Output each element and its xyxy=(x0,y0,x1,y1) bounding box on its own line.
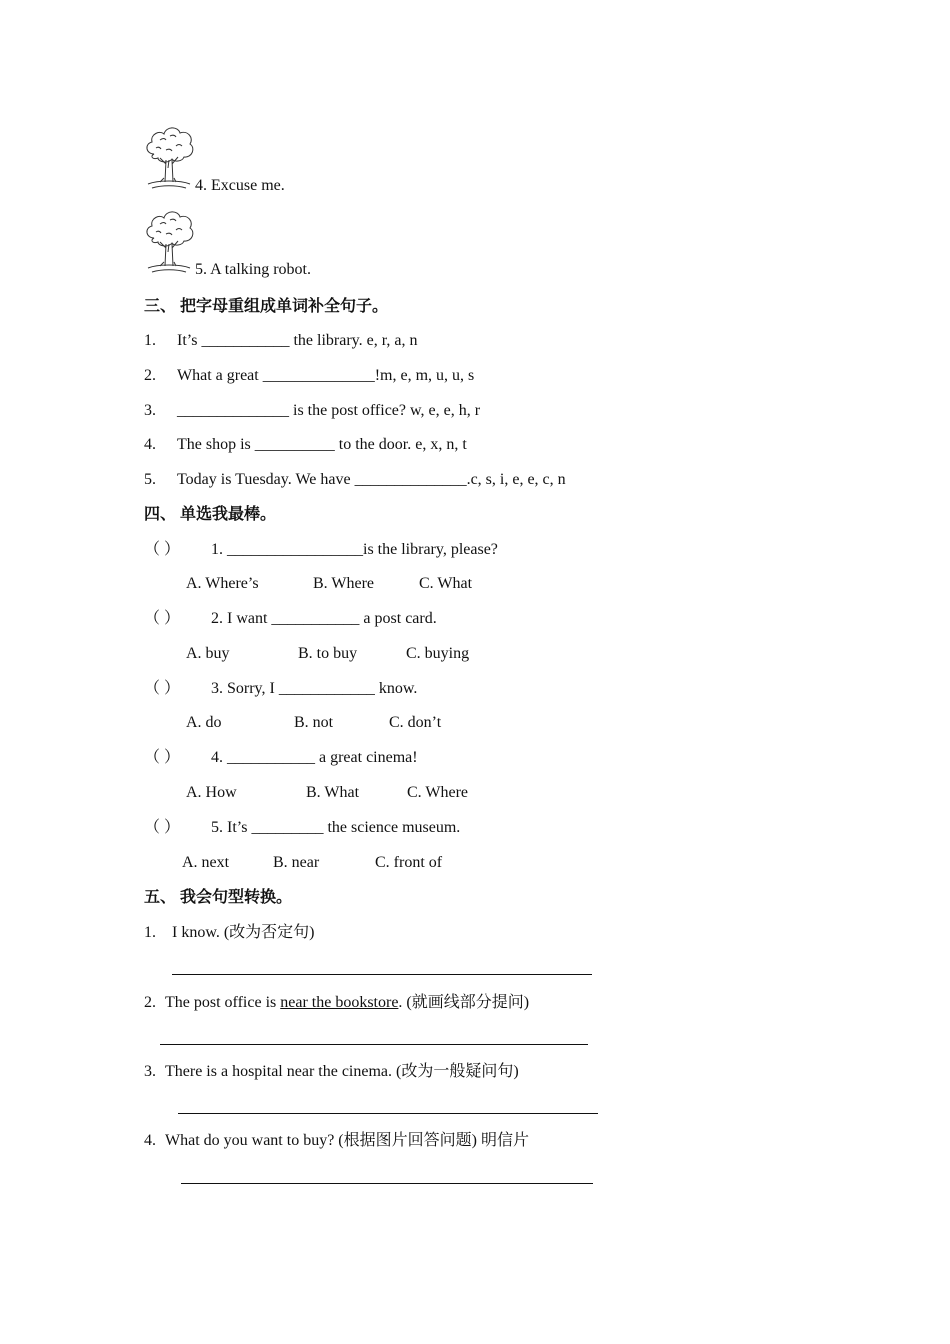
s4-question-1: 1. _________________is the library, please? xyxy=(211,541,498,558)
underlined-phrase: near the bookstore xyxy=(280,994,399,1011)
s3-num-3: 3. xyxy=(144,402,156,419)
s5-text-1: I know. (改为否定句) xyxy=(172,924,315,941)
answer-paren: （ ） xyxy=(144,819,181,836)
s4-question-5: 5. It’s _________ the science museum. xyxy=(211,819,461,836)
s3-num-5: 5. xyxy=(144,471,156,488)
s4-q1-option-b: B. Where xyxy=(313,575,375,592)
s4-q3-option-b: B. not xyxy=(294,714,334,731)
s4-q2-option-a: A. buy xyxy=(186,645,230,662)
s3-text-3: ______________ is the post office? w, e, e, h, r xyxy=(177,402,481,419)
s4-q5-option-c: C. front of xyxy=(375,854,443,871)
tree-icon xyxy=(140,208,198,278)
s4-question-3: 3. Sorry, I ____________ know. xyxy=(211,680,418,697)
s4-q5-option-a: A. next xyxy=(182,854,230,871)
s3-text-2: What a great ______________!m, e, m, u, u, s xyxy=(177,367,475,384)
answer-paren: （ ） xyxy=(144,541,181,558)
s4-question-2: 2. I want ___________ a post card. xyxy=(211,610,437,627)
s5-num-2: 2. xyxy=(144,994,156,1011)
s4-q3-option-a: A. do xyxy=(186,714,222,731)
s5-num-3: 3. xyxy=(144,1063,156,1080)
s5-num-1: 1. xyxy=(144,924,156,941)
s4-q4-option-a: A. How xyxy=(186,784,237,801)
s3-num-2: 2. xyxy=(144,367,156,384)
tree-icon xyxy=(140,124,198,194)
section-heading-3: 三、 把字母重组成单词补全句子。 xyxy=(144,298,389,315)
top-item-5: 5. A talking robot. xyxy=(195,261,311,278)
s4-q1-option-c: C. What xyxy=(419,575,473,592)
answer-line xyxy=(160,1044,588,1045)
answer-line xyxy=(172,974,592,975)
answer-line xyxy=(181,1183,593,1184)
s3-text-5: Today is Tuesday. We have ______________.c, s, i, e, e, c, n xyxy=(177,471,566,488)
answer-line xyxy=(178,1113,598,1114)
answer-paren: （ ） xyxy=(144,749,181,766)
s4-q2-option-c: C. buying xyxy=(406,645,470,662)
s4-question-4: 4. ___________ a great cinema! xyxy=(211,749,418,766)
s3-num-1: 1. xyxy=(144,332,156,349)
section-heading-5: 五、 我会句型转换。 xyxy=(144,889,293,906)
answer-paren: （ ） xyxy=(144,680,181,697)
s4-q4-option-c: C. Where xyxy=(407,784,469,801)
s4-q3-option-c: C. don’t xyxy=(389,714,442,731)
s3-num-4: 4. xyxy=(144,436,156,453)
s4-q5-option-b: B. near xyxy=(273,854,320,871)
s4-q1-option-a: A. Where’s xyxy=(186,575,259,592)
s5-num-4: 4. xyxy=(144,1132,156,1149)
s3-text-1: It’s ___________ the library. e, r, a, n xyxy=(177,332,418,349)
s4-q2-option-b: B. to buy xyxy=(298,645,358,662)
s3-text-4: The shop is __________ to the door. e, x, n, t xyxy=(177,436,467,453)
section-heading-4: 四、 单选我最棒。 xyxy=(144,506,277,523)
s4-q4-option-b: B. What xyxy=(306,784,360,801)
top-item-4: 4. Excuse me. xyxy=(195,177,285,194)
answer-paren: （ ） xyxy=(144,610,181,627)
s5-text-3: There is a hospital near the cinema. (改为一般疑问句) xyxy=(165,1063,519,1080)
s5-text-2: The post office is near the bookstore. (就画线部分提问) xyxy=(165,994,530,1011)
s5-text-4: What do you want to buy? (根据图片回答问题) 明信片 xyxy=(165,1132,529,1149)
